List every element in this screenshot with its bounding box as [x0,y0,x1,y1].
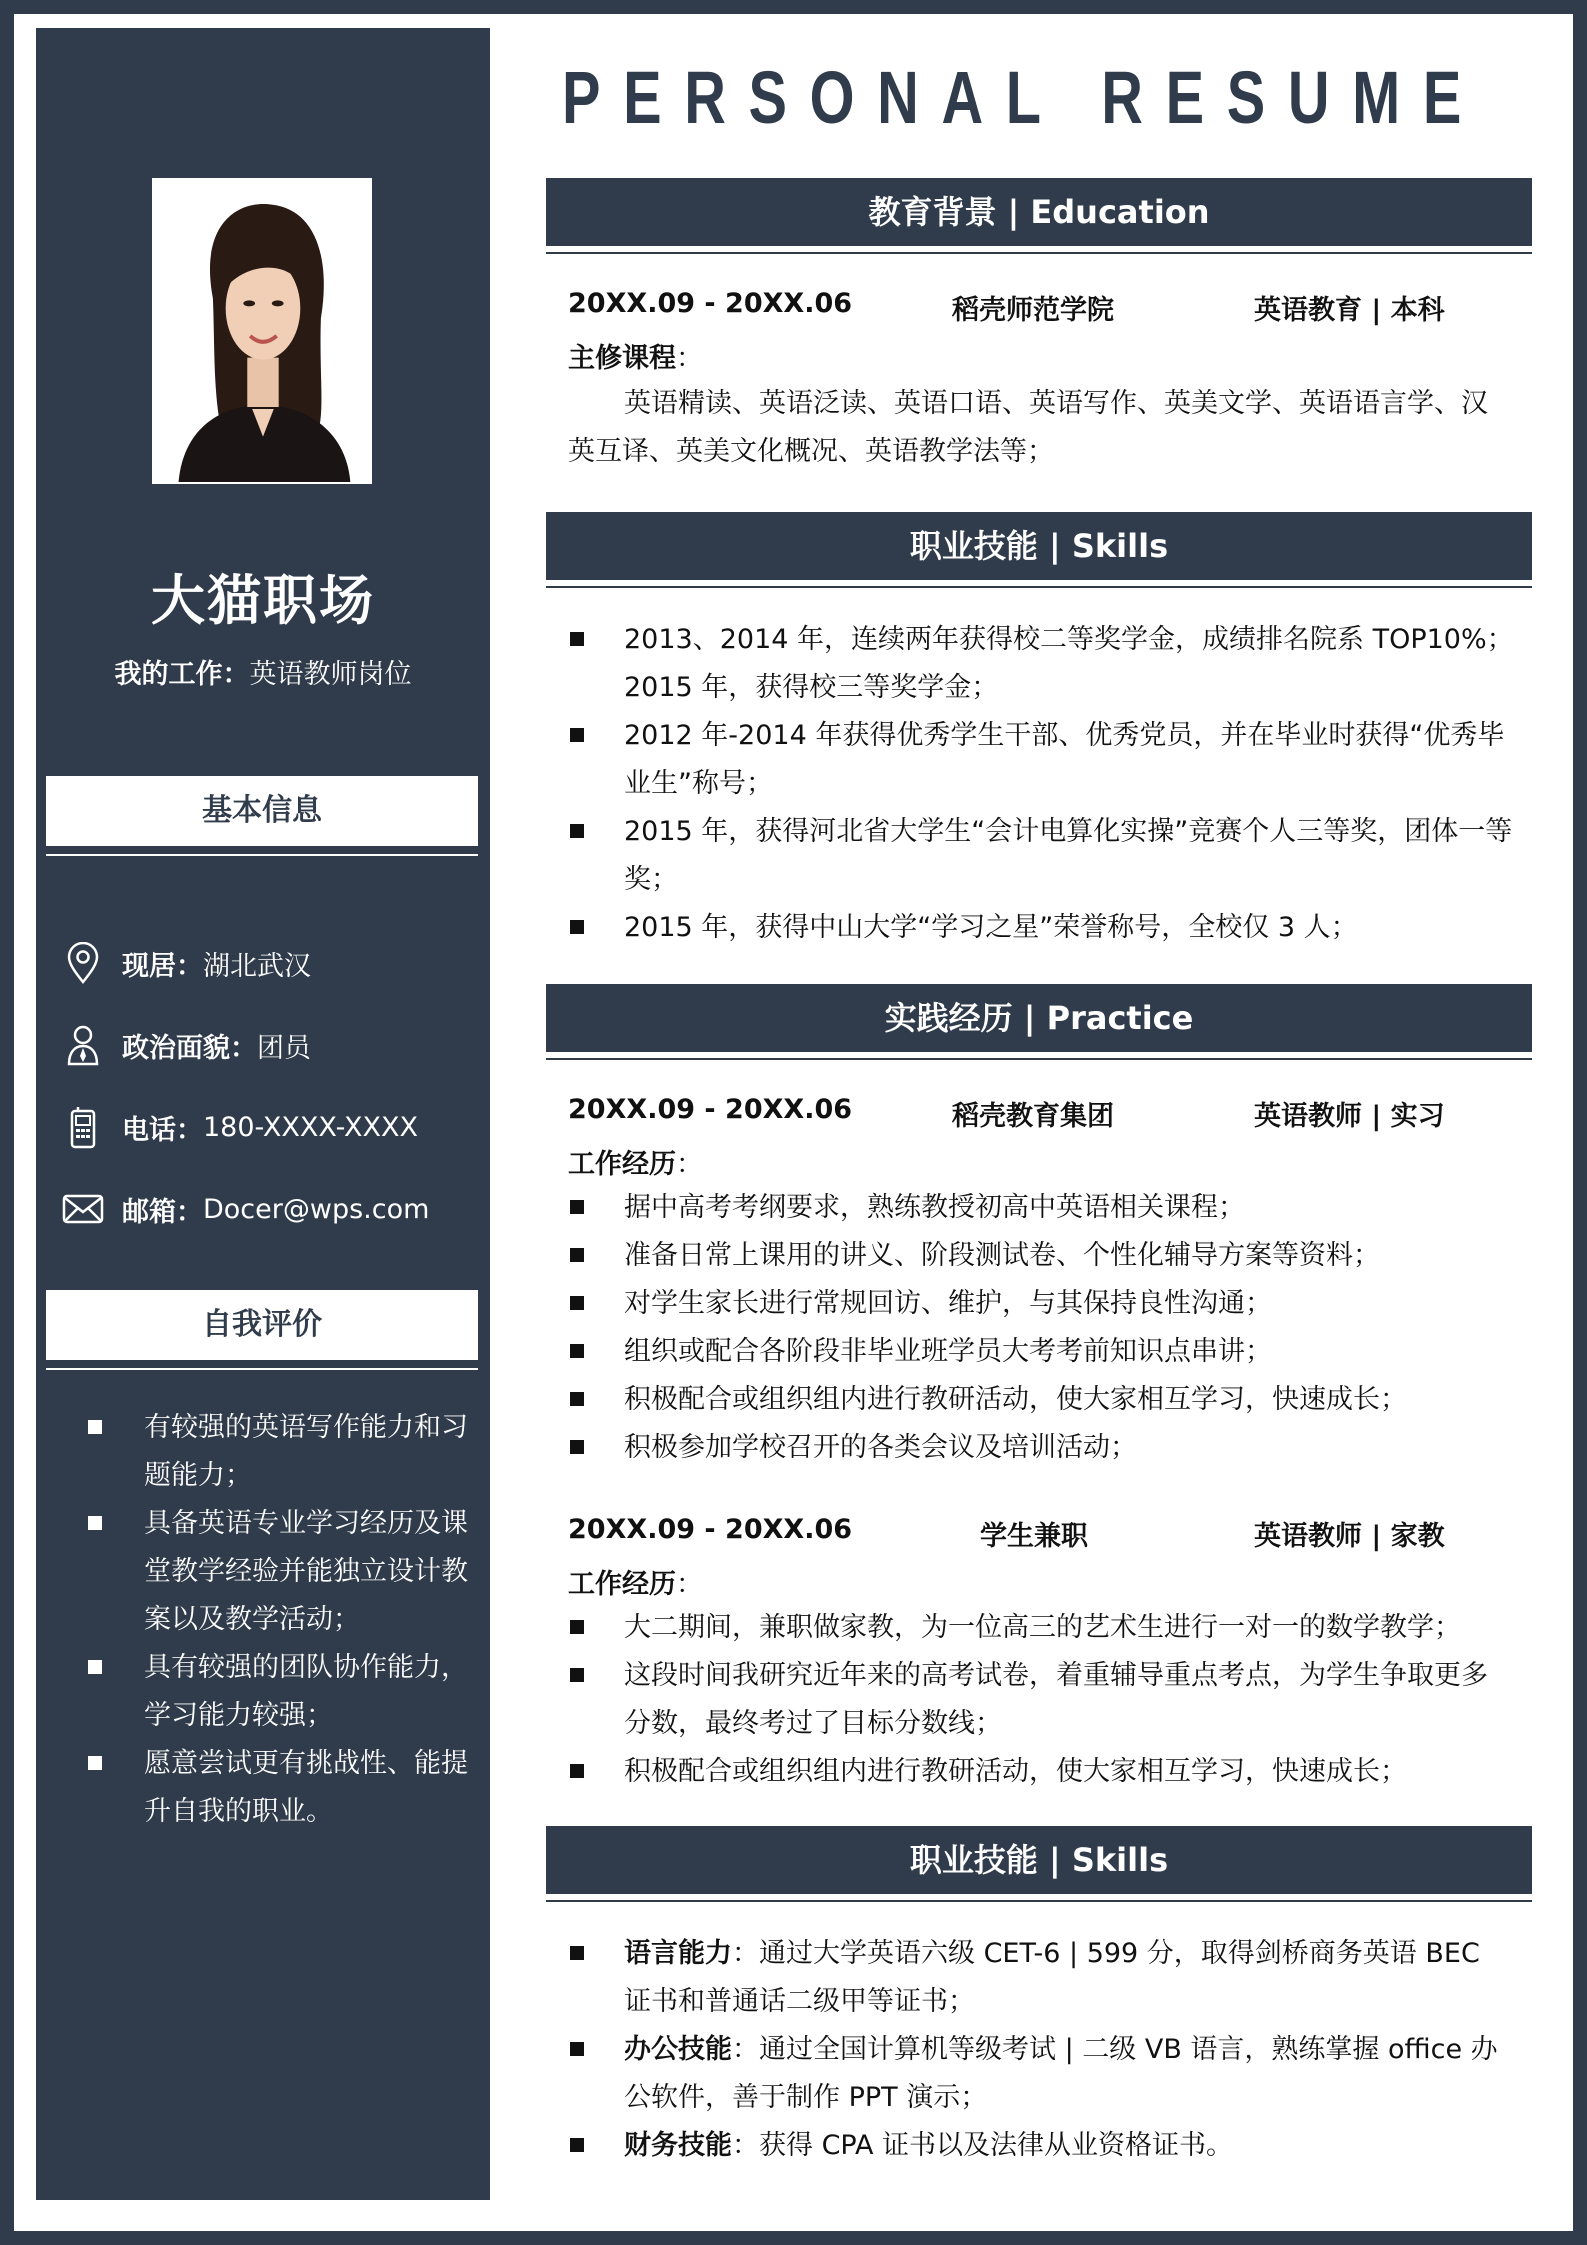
skill-label: 财务技能 [624,2130,732,2161]
job-value: 英语教师岗位 [249,659,412,690]
course-label: 主修课程 [568,343,676,374]
education-school: 稻壳师范学院 [952,295,1114,326]
job-line [36,652,490,691]
list-item: 2013、2014 年，连续两年获得校二等奖学金，成绩排名院系 TOP10%；2015 年，获得校三等奖学金； [568,616,1514,712]
list-item: 具备英语专业学习经历及课堂教学经验并能独立设计教案以及教学活动； [88,1500,488,1644]
skills-divider [546,586,1532,588]
skills-divider-2 [546,1900,1532,1902]
phone-label: 电话： [122,1114,203,1146]
list-item: 积极参加学校召开的各类会议及培训活动； [568,1424,1514,1472]
education-major: 英语教育 | 本科 [1254,295,1445,326]
self-eval-divider [46,1368,478,1370]
list-item: 积极配合或组织组内进行教研活动，使大家相互学习，快速成长； [568,1376,1514,1424]
mail-icon [60,1186,106,1232]
location-label: 现居： [122,950,203,982]
list-item: 组织或配合各阶段非毕业班学员大考考前知识点串讲； [568,1328,1514,1376]
list-item: 据中高考考纲要求，熟练教授初高中英语相关课程； [568,1184,1514,1232]
list-item: 愿意尝试更有挑战性、能提升自我的职业。 [88,1740,488,1836]
practice-org: 稻壳教育集团 [952,1101,1114,1132]
phone-value: 180-XXXX-XXXX [203,1111,418,1143]
list-item: 积极配合或组织组内进行教研活动，使大家相互学习，快速成长； [568,1748,1514,1796]
practice-role: 英语教师 | 家教 [1254,1521,1445,1552]
political-label: 政治面貌： [122,1032,257,1064]
work-label: 工作经历 [568,1149,676,1180]
course-colon: ： [676,343,703,374]
list-item: 有较强的英语写作能力和习题能力； [88,1404,488,1500]
list-item: 2015 年，获得中山大学“学习之星”荣誉称号，全校仅 3 人； [568,904,1514,952]
work-colon: ： [676,1569,703,1600]
info-row-phone [60,1102,418,1152]
work-label-line [568,1562,703,1601]
sidebar [36,28,490,2200]
job-label: 我的工作： [114,659,250,690]
list-item [568,2026,1514,2122]
skill-label: 办公技能 [624,2034,732,2065]
email-value: Docer@wps.com [203,1193,430,1225]
list-item: 2012 年-2014 年获得优秀学生干部、优秀党员，并在毕业时获得“优秀毕业生”称号； [568,712,1514,808]
self-eval-heading: 自我评价 [46,1290,478,1360]
political-value: 团员 [257,1032,311,1064]
practice-role: 英语教师 | 实习 [1254,1101,1445,1132]
location-pin-icon [60,940,106,986]
basic-info-heading: 基本信息 [46,776,478,846]
list-item: 对学生家长进行常规回访、维护，与其保持良性沟通； [568,1280,1514,1328]
skill-text: ：通过全国计算机等级考试 | 二级 VB 语言，熟练掌握 office 办公软件，善于制作 PPT 演示； [624,2034,1498,2113]
skills-heading-2: 职业技能 | Skills [546,1826,1532,1894]
self-eval-list [88,1404,488,1836]
education-heading: 教育背景 | Education [546,178,1532,246]
education-row [568,288,1508,328]
practice-date: 20XX.09 - 20XX.06 [568,1094,853,1125]
practice-date: 20XX.09 - 20XX.06 [568,1514,853,1545]
skill-text: ：通过大学英语六级 CET-6 | 599 分，取得剑桥商务英语 BEC 证书和普通话二级甲等证书； [624,1938,1480,2017]
skills-heading: 职业技能 | Skills [546,512,1532,580]
skill-label: 语言能力 [624,1938,732,1969]
list-item: 具有较强的团队协作能力，学习能力较强； [88,1644,488,1740]
info-row-political [60,1020,311,1070]
list-item [568,1930,1514,2026]
practice-list-2 [568,1604,1514,1796]
work-label: 工作经历 [568,1569,676,1600]
page-title: PERSONAL RESUME [562,56,1484,139]
practice-row-2 [568,1514,1508,1554]
education-divider [546,252,1532,254]
info-row-location [60,938,311,988]
candidate-name: 大猫职场 [151,569,375,632]
list-item: 这段时间我研究近年来的高考试卷，着重辅导重点考点，为学生争取更多分数，最终考过了目标分数线； [568,1652,1514,1748]
phone-icon [60,1104,106,1150]
course-list: 英语精读、英语泛读、英语口语、英语写作、英美文学、英语语言学、汉英互译、英美文化概况、英语教学法等； [568,388,1488,467]
skills-list [568,616,1514,952]
list-item: 大二期间，兼职做家教，为一位高三的艺术生进行一对一的数学教学； [568,1604,1514,1652]
practice-divider [546,1058,1532,1060]
practice-org: 学生兼职 [980,1521,1088,1552]
skills-list-2 [568,1930,1514,2170]
person-icon [60,1022,106,1068]
email-label: 邮箱： [122,1196,203,1228]
practice-list-1 [568,1184,1514,1472]
practice-heading: 实践经历 | Practice [546,984,1532,1052]
list-item: 2015 年，获得河北省大学生“会计电算化实操”竞赛个人三等奖，团体一等奖； [568,808,1514,904]
course-label-line [568,336,703,375]
practice-row-1 [568,1094,1508,1134]
work-colon: ： [676,1149,703,1180]
skill-text: ：获得 CPA 证书以及法律从业资格证书。 [732,2130,1234,2161]
list-item [568,2122,1514,2170]
education-date: 20XX.09 - 20XX.06 [568,288,853,319]
profile-photo [152,178,372,484]
work-label-line [568,1142,703,1181]
list-item: 准备日常上课用的讲义、阶段测试卷、个性化辅导方案等资料； [568,1232,1514,1280]
info-row-email [60,1184,429,1234]
basic-info-divider [46,854,478,856]
location-value: 湖北武汉 [203,950,311,982]
